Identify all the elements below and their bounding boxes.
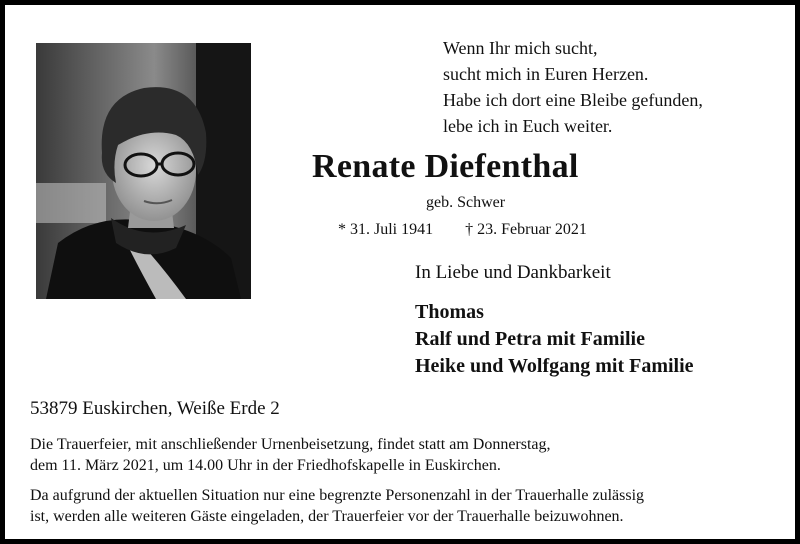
- portrait-photo: [36, 43, 251, 299]
- maiden-name: geb. Schwer: [426, 194, 506, 211]
- poem-line: Habe ich dort eine Bleibe gefunden,: [443, 90, 703, 110]
- death-date: † 23. Februar 2021: [465, 221, 587, 238]
- poem-line: Wenn Ihr mich sucht,: [443, 38, 598, 58]
- attendance-info-line: Da aufgrund der aktuellen Situation nur eine begrenzte Personenzahl in der Trauerhalle zulässig: [30, 487, 645, 504]
- funeral-info-line: Die Trauerfeier, mit anschließender Urnenbeisetzung, findet statt am Donnerstag,: [30, 436, 551, 453]
- mourner-name: Heike und Wolfgang mit Familie: [415, 355, 694, 377]
- funeral-info-line: dem 11. März 2021, um 14.00 Uhr in der Friedhofskapelle in Euskirchen.: [30, 457, 501, 474]
- mourner-name: Ralf und Petra mit Familie: [415, 328, 645, 350]
- family-address: 53879 Euskirchen, Weiße Erde 2: [30, 398, 280, 419]
- mourner-name: Thomas: [415, 301, 484, 323]
- funeral-info: [30, 434, 770, 476]
- mourners-intro: In Liebe und Dankbarkeit: [415, 262, 611, 283]
- poem-line: lebe ich in Euch weiter.: [443, 116, 613, 136]
- mourners-list: [415, 299, 694, 380]
- poem: [443, 35, 703, 139]
- poem-line: sucht mich in Euren Herzen.: [443, 64, 649, 84]
- attendance-info-line: ist, werden alle weiteren Gäste eingeladen, der Trauerfeier vor der Trauerhalle beizuwohnen.: [30, 508, 624, 525]
- deceased-name: Renate Diefenthal: [312, 148, 579, 185]
- life-dates: [338, 221, 587, 239]
- birth-date: * 31. Juli 1941: [338, 221, 434, 238]
- attendance-info: [30, 485, 770, 527]
